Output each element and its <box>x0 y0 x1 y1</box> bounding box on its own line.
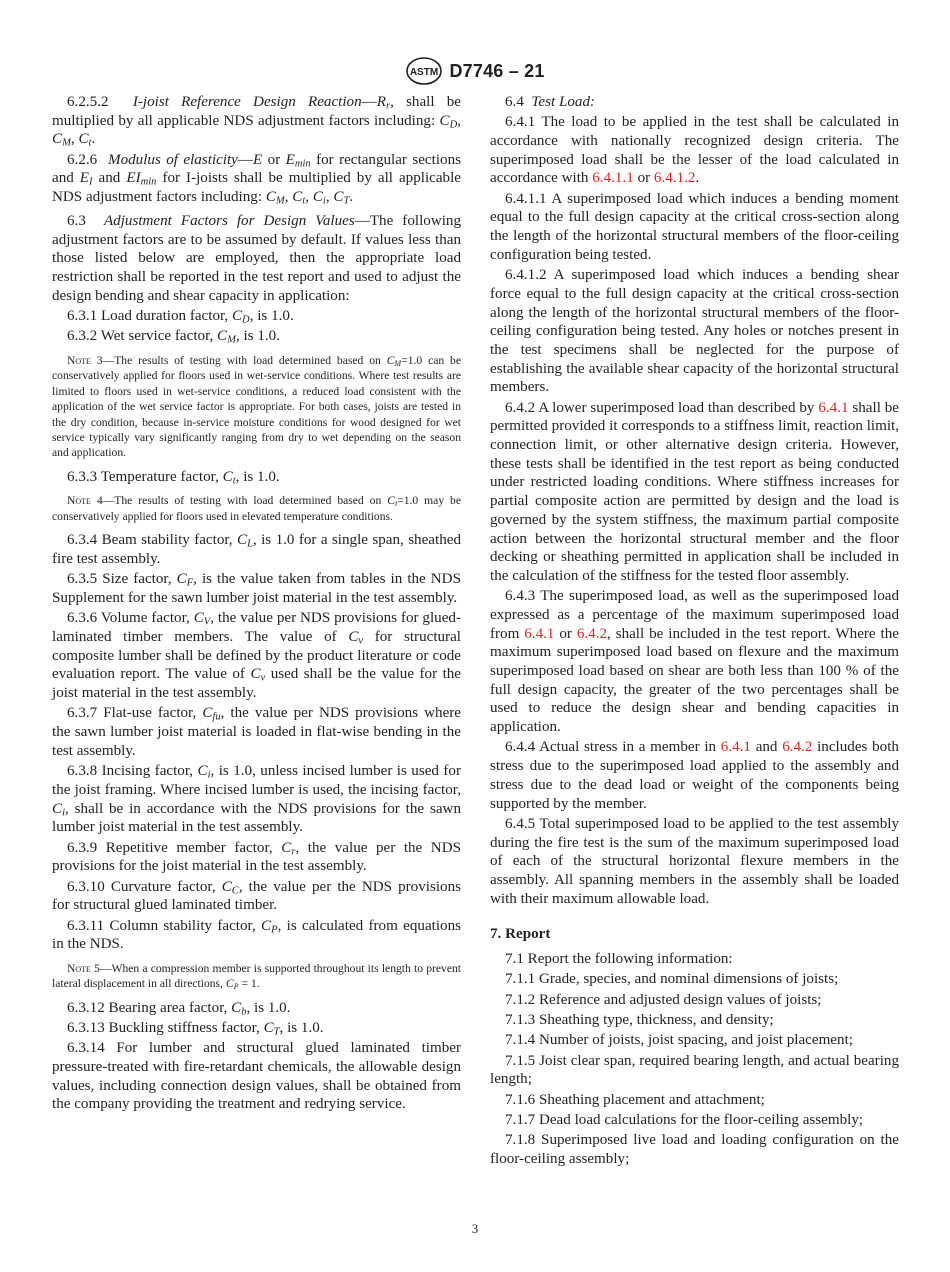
para-6-3-5: 6.3.5 Size factor, $C_F$, is the value taken from tables in the NDS Supplement for the sawn lumber joist material in the test assembly. <box>52 571 461 606</box>
para-6-3-14: 6.3.14 For lumber and structural glued laminated timber pressure-treated with fire-retardant chemicals, the allowable design values, including connection design values, shall be obtained from the company providing the treatment and redrying service. <box>52 1040 461 1113</box>
note-3: Note 3—The results of testing with load determined based on $C_M=1.0$ can be conservatively applied for floors used in wet-service conditions. Where test results are limited to floors used in wet-service conditions, a reduced load consistent with the application of the wet service factor is appropriate. For both cases, joists are tested in the dry condition, because in-service moisture conditions for wood designed for wet service typically vary significantly ranging from dry to wet depending on the season and application. <box>52 353 462 460</box>
para-6-3-11: 6.3.11 Column stability factor, $C_P$, is calculated from equations in the NDS. <box>52 917 461 953</box>
para-7-1-7: 7.1.7 Dead load calculations for the floor-ceiling assembly; <box>505 1111 864 1128</box>
para-7-1-5: 7.1.5 Joist clear span, required bearing length, and actual bearing length; <box>490 1052 899 1088</box>
link-6-4-1[interactable]: 6.4.1 <box>818 399 849 416</box>
para-6-4-1-1: 6.4.1.1 A superimposed load which induces a bending moment equal to the full design capacity at the critical cross-section along the length of the horizontal structural members of the floor-ceiling configuration being tested. <box>490 190 899 263</box>
para-6-3-10: 6.3.10 Curvature factor, $C_C$, the value per the NDS provisions for structural glued laminated timber. <box>52 878 462 914</box>
link-6-4-1-2[interactable]: 6.4.1.2 <box>653 170 696 187</box>
document-code: D7746 – 21 <box>449 60 545 81</box>
para-6-4-2: 6.4.2 A lower superimposed load than described by 6.4.1 shall be permitted provided it corresponds to a stiffness limit, reaction limit, connection limit, or other alternative design criteria. However, these tests shall be identified in the test report as being conducted under restricted loading conditions. Where stiffness increases for partial composite action are permitted by design and the load is governed by the system stiffness, the maximum partial composite action between the horizontal structural member and the floor decking or sheathing permitted in application shall be included in the calculation of the stiffness for the tested floor assembly. <box>490 399 899 584</box>
para-6-3-6: 6.3.6 Volume factor, $C_V$, the value per NDS provisions for glued-laminated timber members. The value of $C_v$ for structural composite lumber shall be defined by the product literature or code evaluation report. The value of $C_v$ used shall be the value for the joist material in the test assembly. <box>52 610 462 702</box>
link-6-4-1[interactable]: 6.4.1 <box>524 625 555 642</box>
para-6-3-7: 6.3.7 Flat-use factor, $C_{fu}$, the value per NDS provisions where the sawn lumber joist material is loaded in flat-wise bending in the test assembly. <box>52 705 461 759</box>
left-column <box>52 93 461 1116</box>
link-6-4-1-1[interactable]: 6.4.1.1 <box>592 170 634 187</box>
para-6-3-4: 6.3.4 Beam stability factor, $C_L$, is 1.0 for a single span, sheathed fire test assembly. <box>52 532 461 567</box>
para-6-3-9: 6.3.9 Repetitive member factor, $C_r$, the value per the NDS provisions for the joist material in the test assembly. <box>52 839 461 875</box>
astm-logo-icon <box>405 56 443 86</box>
para-6-4-4: 6.4.4 Actual stress in a member in 6.4.1 and 6.4.2 includes both stress due to the superimposed load applied to the assembly and stress due to the dead load or weight of the components being supported by the member. <box>490 739 899 812</box>
section-heading-report: 7. Report <box>490 926 551 943</box>
para-6-4-3: 6.4.3 The superimposed load, as well as the superimposed load expressed as a percentage of the maximum superimposed load from 6.4.1 or 6.4.2, shall be included in the test report. Where the maximum superimposed load based on flexure and the maximum superimposed load based on shear are both less than 100 % of the full design capacity, the greater of the two percentages shall be used to reduce the design shear and bending capacities in application. <box>490 588 899 736</box>
para-7-1-1: 7.1.1 Grade, species, and nominal dimensions of joists; <box>505 971 839 988</box>
para-7-1-8: 7.1.8 Superimposed live load and loading configuration on the floor-ceiling assembly; <box>490 1132 899 1167</box>
para-7-1-4: 7.1.4 Number of joists, joist spacing, and joist placement; <box>505 1032 853 1049</box>
para-7-1-3: 7.1.3 Sheathing type, thickness, and density; <box>505 1011 774 1028</box>
note-5: Note 5—When a compression member is supported throughout its length to prevent lateral displacement in all directions, $C_P = 1$. <box>52 961 461 992</box>
page-number: 3 <box>471 1222 479 1236</box>
note-4: Note 4—The results of testing with load determined based on $C_t=1.0$ may be conservatively applied for floors used in elevated temperature conditions. <box>52 494 461 523</box>
link-6-4-1[interactable]: 6.4.1 <box>720 739 751 756</box>
para-6-3-13: 6.3.13 Buckling stiffness factor, $C_T$, is 1.0. <box>67 1020 324 1038</box>
para-6-3: 6.3 Adjustment Factors for Design Values—The following adjustment factors are to be assumed by default. If values less than those listed below are employed, then the appropriate load restriction shall be reported in the test report and used to adjust the design bending and shear capacity in application: <box>52 212 462 304</box>
para-6-3-12: 6.3.12 Bearing area factor, $C_b$, is 1.0. <box>67 999 291 1018</box>
page-header <box>0 56 950 86</box>
para-7-1-2: 7.1.2 Reference and adjusted design values of joists; <box>505 991 822 1008</box>
para-6-4-1-2: 6.4.1.2 A superimposed load which induces a bending shear force equal to the full design capacity at the critical cross-section along the length of the horizontal structural members of the floor-ceiling configuration being tested. Any holes or notches present in the test specimens shall be neglected for the purpose of establishing the available shear capacity of the horizontal structural members. <box>490 267 899 396</box>
para-6-3-1: 6.3.1 Load duration factor, $C_D$, is 1.0. <box>67 307 294 326</box>
logo-text: ASTM <box>410 67 439 78</box>
para-6-3-2: 6.3.2 Wet service factor, $C_M$, is 1.0. <box>67 328 280 346</box>
link-6-4-2[interactable]: 6.4.2 <box>576 625 608 642</box>
para-7-1-6: 7.1.6 Sheathing placement and attachment; <box>505 1091 765 1108</box>
para-6-2-5-2: 6.2.5.2 I-joist Reference Design $Reaction—R_r$, shall be multiplied by all applicable NDS adjustment factors including: $C_D$, $C_M$, $C_t$. <box>52 94 461 150</box>
para-6-3-3: 6.3.3 Temperature factor, $C_t$, is 1.0. <box>67 468 280 487</box>
right-column <box>490 93 899 1170</box>
para-6-4: 6.4 Test Load: <box>505 94 596 110</box>
para-6-2-6: 6.2.6 Modulus of elasticity—E or $E_{min}$ for rectangular sections and $E_I$ and $EI_{min}$ for I-joists shall be multiplied by all applicable NDS adjustment factors including: $C_M$, $C_t$, $C_i$, $C_T$. <box>52 151 461 207</box>
para-6-4-5: 6.4.5 Total superimposed load to be applied to the test assembly during the fire test is the sum of the maximum superimposed load of each of the structural horizontal flexure members in the assembly. All spanning members in the assembly shall be loaded with their maximum allowable load. <box>490 815 899 907</box>
link-6-4-2[interactable]: 6.4.2 <box>782 739 813 756</box>
para-6-4-1: 6.4.1 The load to be applied in the test shall be calculated in accordance with nationally recognized design criteria. The superimposed load shall be the lesser of the load calculated in accordance with 6.4.1.1 or 6.4.1.2. <box>490 114 899 187</box>
para-7-1: 7.1 Report the following information: <box>505 951 733 968</box>
para-6-3-8: 6.3.8 Incising factor, $C_i$, is 1.0, unless incised lumber is used for the joist framing. Where incised lumber is used, the incising factor, $C_i$, shall be in accordance with the NDS provisions for the sawn lumber joist material in the test assembly. <box>52 763 461 836</box>
